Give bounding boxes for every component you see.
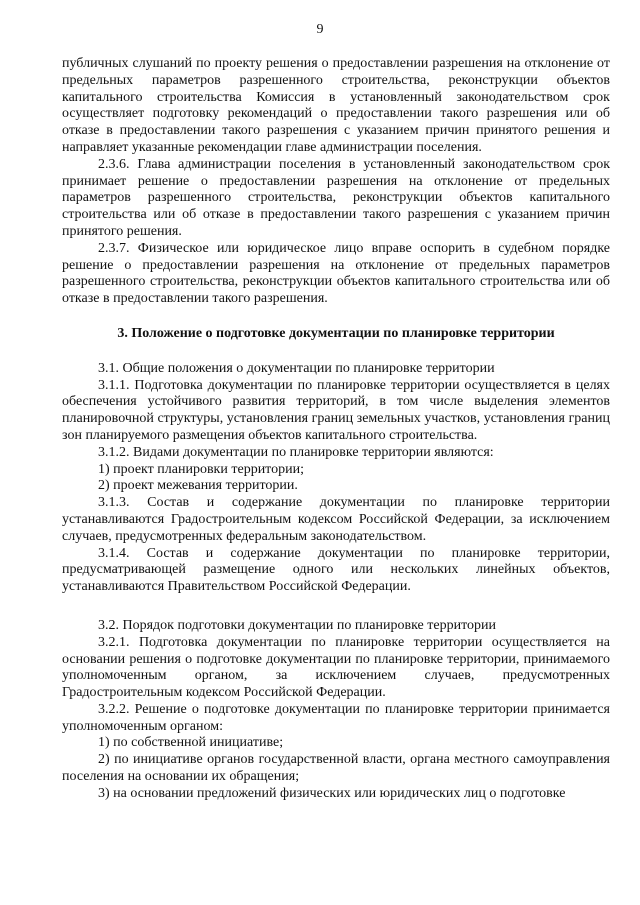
subsection-title-3-2: 3.2. Порядок подготовки документации по планировке территории [98, 617, 497, 633]
paragraph-3-2-2: 3.2.2. Решение о подготовке документации по планировке территории принимается уполномоченным органом: [62, 701, 610, 734]
list-item-2: 2) проект межевания территории. [98, 478, 298, 494]
paragraph-2-3-6: 2.3.6. Глава администрации поселения в установленный законодательством срок принимает решение о предоставлении разрешения на отклонение от предельных параметров разрешенного строительства, реконструкции объектов капитального строительства или об отказе в предоставлении такого разрешения с указанием причин принятого решения. [62, 156, 610, 239]
paragraph-2-3-7: 2.3.7. Физическое или юридическое лицо вправе оспорить в судебном порядке решение о предоставлении разрешения на отклонение от предельных параметров разрешенного строительства, реконструкции объектов капитального строительства или об отказе в предоставлении такого разрешения. [62, 240, 610, 307]
paragraph-3-1-4: 3.1.4. Состав и содержание документации по планировке территории, предусматривающей размещение одного или нескольких линейных объектов, устанавливаются Правительством Российской Федерации. [62, 545, 610, 595]
page-number: 9 [316, 22, 324, 37]
list-item-3: 3) на основании предложений физических или юридических лиц о подготовке [98, 785, 566, 801]
subsection-title-3-1: 3.1. Общие положения о документации по планировке территории [98, 360, 495, 376]
list-item-1: 1) проект планировки территории; [98, 461, 304, 477]
spacer [62, 596, 610, 618]
paragraph-3-1-2: 3.1.2. Видами документации по планировке территории являются: [98, 444, 494, 460]
spacer [62, 308, 610, 326]
paragraph-3-1-1: 3.1.1. Подготовка документации по планировке территории осуществляется в целях обеспечения устойчивого развития территорий, в том числе выделения элементов планировочной структуры, установления границ земельных участков, установления границ зон планируемого размещения объектов капитального строительства. [62, 377, 610, 443]
spacer [62, 343, 610, 361]
section-heading: 3. Положение о подготовке документации по планировке территории [117, 325, 555, 341]
list-item-2: 2) по инициативе органов государственной власти, органа местного самоуправления поселения на основании их обращения; [62, 752, 610, 785]
paragraph-3-2-1: 3.2.1. Подготовка документации по планировке территории осуществляется на основании решения о подготовке документации по планировке территории, принимаемого уполномоченным органом, за исключением случаев, предусмотренных Градостроительным кодексом Российской Федерации. [62, 634, 610, 701]
paragraph-3-1-3: 3.1.3. Состав и содержание документации по планировке территории устанавливаются Градостроительным кодексом Российской Федерации, за исключением случаев, предусмотренных федеральным законодательством. [62, 495, 610, 544]
list-item-1: 1) по собственной инициативе; [98, 735, 284, 751]
document-body [62, 56, 610, 803]
paragraph-continuation: публичных слушаний по проекту решения о предоставлении разрешения на отклонение от предельных параметров разрешенного строительства, реконструкции объектов капитального строительства Комиссия в установленный законодательством срок осуществляет подготовку рекомендаций о предоставлении такого разрешения или об отказе в предоставлении такого разрешения с указанием причин принятого решения и направляет указанные рекомендации главе администрации поселения. [62, 56, 610, 155]
